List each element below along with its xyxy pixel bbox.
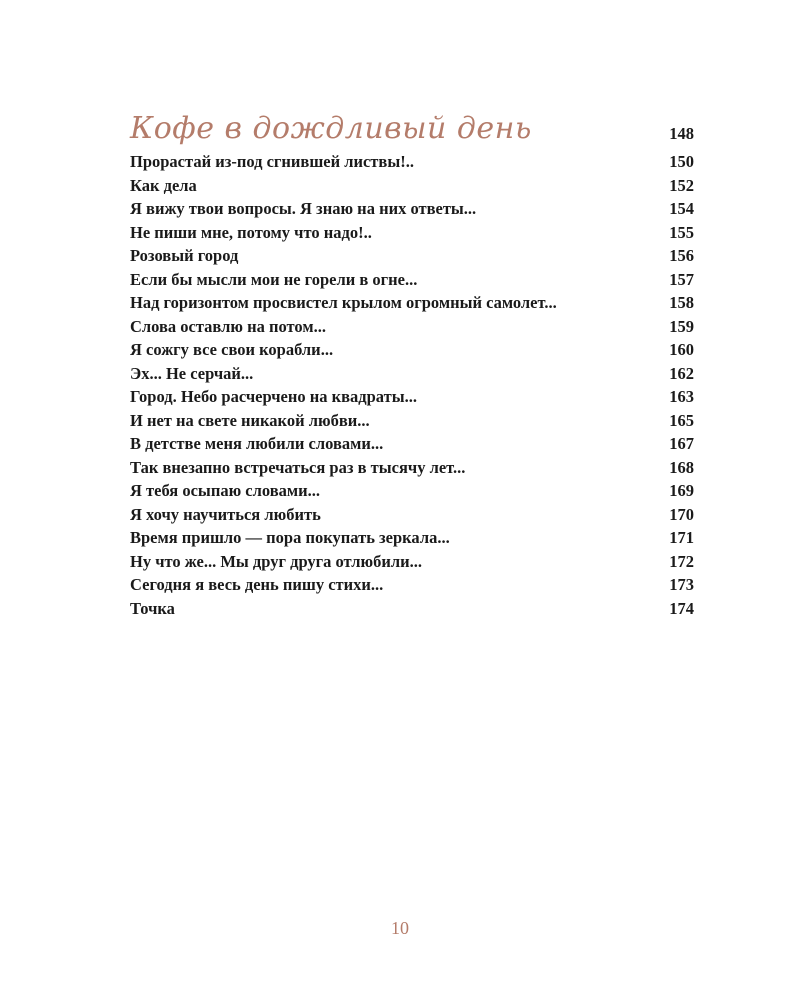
toc-entry-title: Я тебя осыпаю словами... (130, 481, 321, 500)
toc-entry[interactable] (130, 409, 694, 433)
toc-entry-title: Не пиши мне, потому что надо!.. (130, 222, 372, 242)
toc-entry-title: Время пришло — пора покупать зеркала... (130, 528, 450, 547)
toc-entry-title: И нет на свете никакой любви... (130, 410, 370, 430)
toc-entry[interactable] (130, 550, 694, 574)
toc-entry[interactable] (130, 362, 694, 386)
toc-entry-title: Если бы мысли мои не горели в огне... (130, 269, 418, 289)
toc-entry-title: В детстве меня любили словами... (130, 434, 384, 453)
toc-entry-title: Эх... Не серчай... (130, 363, 254, 383)
toc-entry-page: 150 (669, 152, 694, 171)
toc-entry[interactable] (130, 197, 694, 221)
toc-entry-title: Над горизонтом просвистел крылом огромный самолет... (130, 293, 557, 312)
toc-entry-title: Я хочу научиться любить (130, 504, 321, 524)
toc-entry-page: 163 (669, 387, 694, 406)
toc-entry[interactable] (130, 597, 694, 621)
toc-entry-title: Прорастай из-под сгнившей листвы!.. (130, 152, 414, 171)
toc-entry-title: Я сожгу все свои корабли... (130, 340, 334, 359)
toc-entry-page: 167 (669, 434, 694, 453)
toc-entry-title: Город. Небо расчерчено на квадраты... (130, 387, 417, 406)
toc-entry-page: 172 (669, 551, 694, 571)
toc-entry-title: Сегодня я весь день пишу стихи... (130, 575, 384, 594)
section-heading-row (130, 108, 694, 150)
toc-entry-title: Я вижу твои вопросы. Я знаю на них ответы... (130, 199, 477, 218)
toc-entry[interactable] (130, 315, 694, 339)
toc-entry[interactable] (130, 573, 694, 597)
toc-entry-page: 162 (669, 363, 694, 383)
toc-entry-title: Ну что же... Мы друг друга отлюбили... (130, 551, 423, 571)
toc-entry-page: 169 (669, 481, 694, 500)
toc-entry-page: 152 (669, 175, 694, 195)
toc-entry-page: 160 (669, 340, 694, 359)
toc-entry-title: Слова оставлю на потом... (130, 316, 326, 336)
toc-entry-page: 157 (669, 269, 694, 289)
section-page-number: 148 (669, 124, 694, 143)
toc-entry[interactable] (130, 221, 694, 245)
toc-entry-page: 159 (669, 316, 694, 336)
toc-entry-page: 155 (669, 222, 694, 242)
toc-entry[interactable] (130, 291, 694, 315)
toc-entry[interactable] (130, 244, 694, 268)
toc-entry[interactable] (130, 338, 694, 362)
toc-entry-page: 171 (669, 528, 694, 547)
toc-entry[interactable] (130, 526, 694, 550)
toc-entry-title: Розовый город (130, 246, 239, 265)
toc-entry[interactable] (130, 268, 694, 292)
toc-entry[interactable] (130, 503, 694, 527)
toc-entry-page: 165 (669, 410, 694, 430)
toc-entry-title: Так внезапно встречаться раз в тысячу лет... (130, 457, 466, 477)
toc-entry-page: 174 (669, 598, 694, 618)
toc-entry-page: 156 (669, 246, 694, 265)
toc-entry[interactable] (130, 174, 694, 198)
section-title: Кофе в дождливый день (130, 111, 532, 146)
table-of-contents (130, 108, 694, 620)
toc-entry-page: 170 (669, 504, 694, 524)
page-number: 10 (391, 918, 409, 938)
toc-entry[interactable] (130, 479, 694, 503)
toc-entry-title: Как дела (130, 175, 197, 195)
toc-entry[interactable] (130, 432, 694, 456)
toc-entry-page: 168 (669, 457, 694, 477)
toc-entry-title: Точка (130, 598, 175, 618)
toc-entry[interactable] (130, 456, 694, 480)
toc-entry[interactable] (130, 150, 694, 174)
toc-entry-page: 173 (669, 575, 694, 594)
toc-entry[interactable] (130, 385, 694, 409)
toc-entry-page: 154 (669, 199, 694, 218)
toc-entry-page: 158 (669, 293, 694, 312)
